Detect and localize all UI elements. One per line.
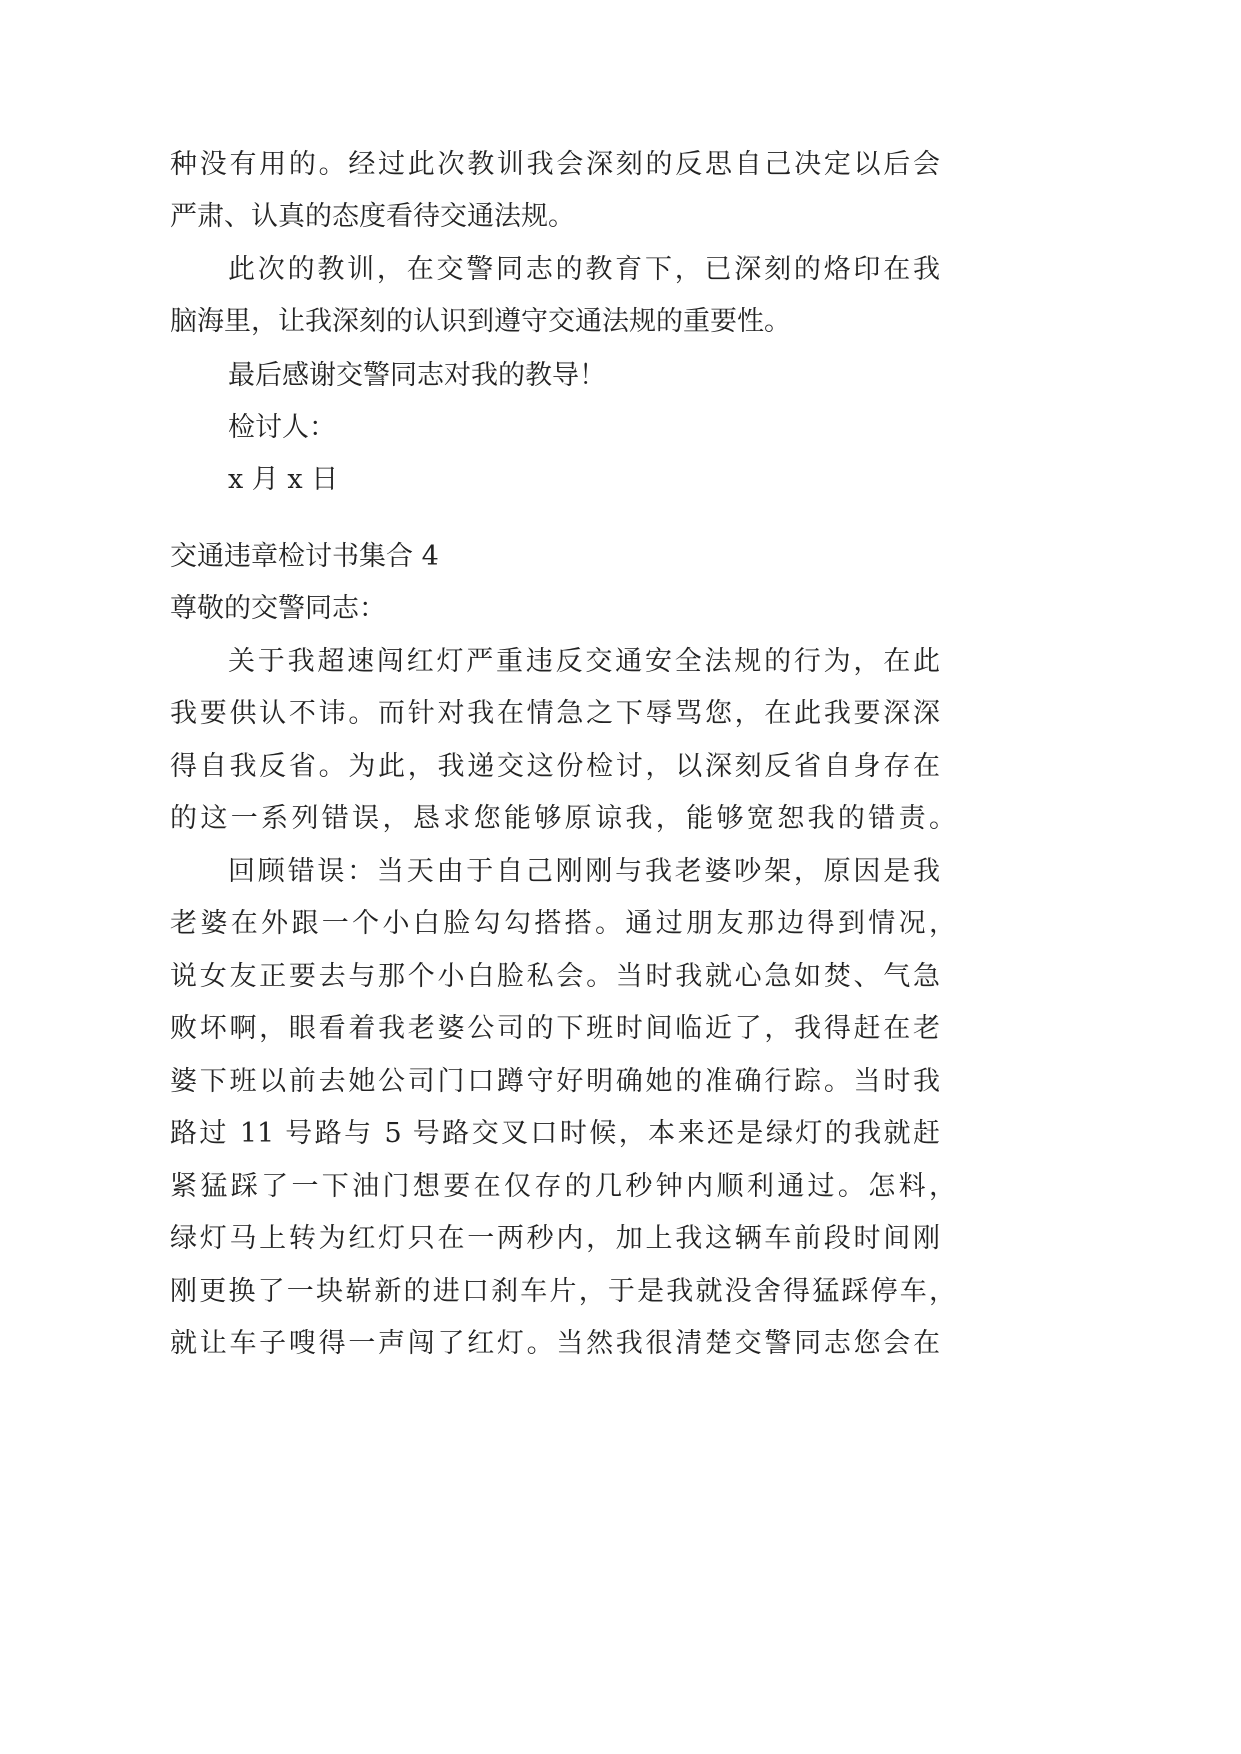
text-line: 种没有用的。经过此次教训我会深刻的反思自己决定以后会: [170, 149, 940, 180]
text-line: 败坏啊，眼看着我老婆公司的下班时间临近了，我得赶在老: [170, 1013, 940, 1044]
date-line: x 月 x 日: [228, 464, 339, 495]
text-line: 得自我反省。为此，我递交这份检讨，以深刻反省自身存在: [170, 751, 940, 782]
text-line: 的这一系列错误，恳求您能够原谅我，能够宽恕我的错责。: [170, 803, 956, 834]
text-line: 婆下班以前去她公司门口蹲守好明确她的准确行踪。当时我: [170, 1066, 940, 1097]
text-line: 此次的教训，在交警同志的教育下，已深刻的烙印在我: [228, 254, 940, 285]
signature-label: 检讨人：: [228, 412, 336, 443]
text-line: 我要供认不讳。而针对我在情急之下辱骂您，在此我要深深: [170, 698, 940, 729]
text-line: 紧猛踩了一下油门想要在仅存的几秒钟内顺利通过。怎料，: [170, 1171, 956, 1202]
text-line: 关于我超速闯红灯严重违反交通安全法规的行为，在此: [228, 646, 940, 677]
text-line: 路过 11 号路与 5 号路交叉口时候，本来还是绿灯的我就赶: [170, 1118, 940, 1149]
salutation: 尊敬的交警同志：: [170, 593, 386, 624]
text-line: 脑海里，让我深刻的认识到遵守交通法规的重要性。: [170, 306, 791, 337]
text-line: 说女友正要去与那个小白脸私会。当时我就心急如焚、气急: [170, 961, 940, 992]
text-line: 就让车子嗖得一声闯了红灯。当然我很清楚交警同志您会在: [170, 1328, 940, 1359]
text-line: 严肃、认真的态度看待交通法规。: [170, 201, 575, 232]
text-line: 回顾错误：当天由于自己刚刚与我老婆吵架，原因是我: [228, 856, 940, 887]
closing-thanks: 最后感谢交警同志对我的教导！: [228, 360, 606, 391]
text-line: 绿灯马上转为红灯只在一两秒内，加上我这辆车前段时间刚: [170, 1223, 940, 1254]
text-line: 刚更换了一块崭新的进口刹车片，于是我就没舍得猛踩停车，: [170, 1276, 956, 1307]
section-title: 交通违章检讨书集合 4: [170, 541, 439, 572]
text-line: 老婆在外跟一个小白脸勾勾搭搭。通过朋友那边得到情况，: [170, 908, 956, 939]
